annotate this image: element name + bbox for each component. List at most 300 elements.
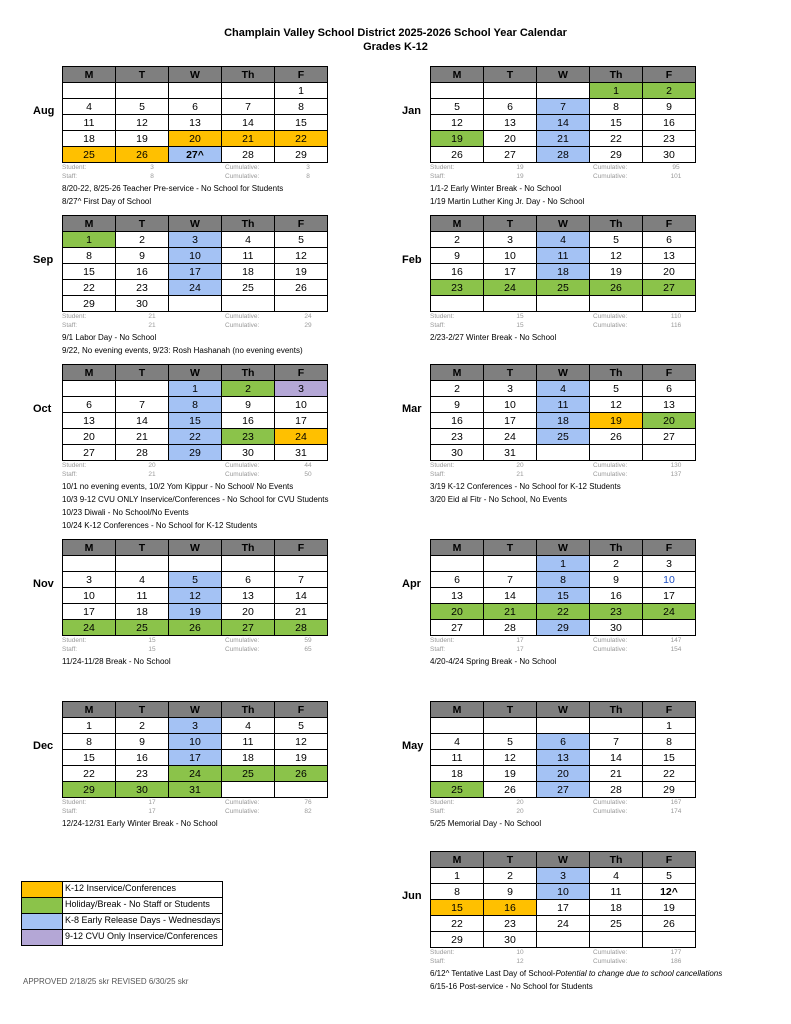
day-cell: 24 <box>275 429 328 445</box>
student-days: 17 <box>148 799 156 806</box>
day-cell: 7 <box>590 734 643 750</box>
week-row <box>63 131 328 147</box>
student-cumulative: 167 <box>670 799 682 806</box>
day-cell: 2 <box>643 83 696 99</box>
day-cell: 24 <box>484 429 537 445</box>
student-label: Student: <box>430 164 455 171</box>
staff-label: Staff: <box>430 958 446 965</box>
staff-days: 15 <box>148 646 156 653</box>
staff-days: 21 <box>148 471 156 478</box>
student-cumulative: 147 <box>670 637 682 644</box>
day-cell: 3 <box>275 381 328 397</box>
day-cell: 9 <box>484 884 537 900</box>
weekday-header: M <box>431 67 484 83</box>
day-cell: 22 <box>275 131 328 147</box>
month-stats-mar <box>430 462 696 480</box>
note-line: 3/19 K-12 Conferences - No School for K-12 Students <box>430 482 621 491</box>
student-cumulative: 24 <box>304 313 312 320</box>
weekday-header: W <box>537 365 590 381</box>
weekday-header: W <box>537 852 590 868</box>
weekday-header: Th <box>590 365 643 381</box>
month-notes-sep <box>62 331 303 357</box>
student-cumulative: 110 <box>670 313 682 320</box>
week-row <box>431 99 696 115</box>
day-cell <box>590 296 643 312</box>
week-row <box>63 280 328 296</box>
staff-days: 15 <box>516 322 524 329</box>
month-notes-dec <box>62 817 218 830</box>
day-cell: 15 <box>63 264 116 280</box>
note-line: 9/1 Labor Day - No School <box>62 333 157 342</box>
day-cell: 22 <box>590 131 643 147</box>
day-cell: 5 <box>431 99 484 115</box>
student-days: 20 <box>516 462 524 469</box>
legend-swatch <box>22 898 63 913</box>
weekday-header: T <box>116 702 169 718</box>
week-row <box>431 296 696 312</box>
day-cell: 30 <box>116 782 169 798</box>
month-notes-apr <box>430 655 556 668</box>
day-cell: 15 <box>590 115 643 131</box>
week-row <box>431 280 696 296</box>
day-cell: 1 <box>169 381 222 397</box>
day-cell: 7 <box>537 99 590 115</box>
weekday-header: W <box>169 216 222 232</box>
day-cell: 29 <box>63 782 116 798</box>
weekday-header: W <box>169 540 222 556</box>
weekday-header: M <box>63 540 116 556</box>
week-row <box>63 296 328 312</box>
student-days: 3 <box>150 164 154 171</box>
day-cell: 18 <box>537 264 590 280</box>
day-cell: 25 <box>63 147 116 163</box>
staff-label: Staff: <box>430 322 446 329</box>
day-cell: 3 <box>537 868 590 884</box>
staff-days: 21 <box>516 471 524 478</box>
day-cell: 8 <box>431 884 484 900</box>
cumulative-label: Cumulative: <box>593 471 628 478</box>
day-cell: 18 <box>116 604 169 620</box>
month-label-apr: Apr <box>402 578 421 590</box>
student-cumulative: 44 <box>304 462 312 469</box>
day-cell: 26 <box>484 782 537 798</box>
day-cell: 10 <box>169 248 222 264</box>
week-row <box>431 588 696 604</box>
day-cell: 20 <box>222 604 275 620</box>
legend <box>21 881 223 946</box>
day-cell: 16 <box>643 115 696 131</box>
student-label: Student: <box>62 799 87 806</box>
weekday-header: M <box>63 67 116 83</box>
day-cell: 31 <box>275 445 328 461</box>
day-cell: 27 <box>63 445 116 461</box>
cumulative-label: Cumulative: <box>593 646 628 653</box>
week-row <box>431 916 696 932</box>
day-cell <box>116 381 169 397</box>
day-cell: 14 <box>116 413 169 429</box>
day-cell: 7 <box>275 572 328 588</box>
month-table-mar <box>430 364 696 461</box>
day-cell: 19 <box>116 131 169 147</box>
week-row <box>63 397 328 413</box>
week-row <box>431 718 696 734</box>
day-cell <box>63 556 116 572</box>
cumulative-label: Cumulative: <box>593 173 628 180</box>
legend-item <box>21 881 223 898</box>
staff-cumulative: 174 <box>670 808 682 815</box>
day-cell: 21 <box>590 766 643 782</box>
day-cell: 13 <box>484 115 537 131</box>
weekday-header: F <box>275 216 328 232</box>
month-label-sep: Sep <box>33 254 54 266</box>
staff-label: Staff: <box>430 173 446 180</box>
day-cell: 14 <box>275 588 328 604</box>
cumulative-label: Cumulative: <box>225 637 260 644</box>
student-label: Student: <box>430 462 455 469</box>
day-cell: 15 <box>169 413 222 429</box>
day-cell: 27 <box>484 147 537 163</box>
day-cell: 18 <box>431 766 484 782</box>
weekday-header: W <box>169 702 222 718</box>
student-days: 21 <box>148 313 156 320</box>
week-row <box>63 766 328 782</box>
week-row <box>431 604 696 620</box>
week-row <box>431 131 696 147</box>
day-cell <box>484 83 537 99</box>
day-cell: 2 <box>484 868 537 884</box>
note-line: 6/15-16 Post-service - No School for Students <box>430 982 593 991</box>
day-cell: 8 <box>643 734 696 750</box>
day-cell: 19 <box>431 131 484 147</box>
student-days: 15 <box>148 637 156 644</box>
day-cell: 18 <box>63 131 116 147</box>
weekday-header: T <box>484 365 537 381</box>
staff-days: 17 <box>148 808 156 815</box>
day-cell: 23 <box>590 604 643 620</box>
legend-swatch <box>22 914 63 929</box>
note-line: 10/1 no evening events, 10/2 Yom Kippur - No School/ No Events <box>62 482 294 491</box>
day-cell: 19 <box>590 264 643 280</box>
day-cell <box>590 445 643 461</box>
week-row <box>63 99 328 115</box>
day-cell: 3 <box>169 718 222 734</box>
day-cell: 22 <box>63 280 116 296</box>
week-row <box>431 932 696 948</box>
note-line: 10/24 K-12 Conferences - No School for K-12 Students <box>62 521 258 530</box>
weekday-header: Th <box>222 216 275 232</box>
day-cell: 25 <box>222 280 275 296</box>
day-cell: 13 <box>537 750 590 766</box>
day-cell: 19 <box>484 766 537 782</box>
day-cell: 9 <box>431 248 484 264</box>
day-cell: 30 <box>431 445 484 461</box>
day-cell: 14 <box>484 588 537 604</box>
day-cell <box>537 718 590 734</box>
month-notes-jan <box>430 182 584 208</box>
week-row <box>431 750 696 766</box>
legend-label: K-12 Inservice/Conferences <box>65 883 177 893</box>
day-cell: 21 <box>275 604 328 620</box>
weekday-header: W <box>537 702 590 718</box>
day-cell <box>484 718 537 734</box>
day-cell <box>275 782 328 798</box>
month-table-jan <box>430 66 696 163</box>
weekday-header: T <box>116 216 169 232</box>
week-row <box>431 429 696 445</box>
day-cell: 31 <box>169 782 222 798</box>
student-days: 20 <box>516 799 524 806</box>
day-cell: 20 <box>63 429 116 445</box>
day-cell: 3 <box>643 556 696 572</box>
month-stats-sep <box>62 313 328 331</box>
day-cell: 6 <box>537 734 590 750</box>
student-days: 17 <box>516 637 524 644</box>
week-row <box>431 397 696 413</box>
day-cell: 24 <box>537 916 590 932</box>
day-cell: 3 <box>169 232 222 248</box>
day-cell <box>643 620 696 636</box>
staff-days: 21 <box>148 322 156 329</box>
day-cell: 6 <box>431 572 484 588</box>
day-cell <box>643 445 696 461</box>
day-cell: 19 <box>590 413 643 429</box>
day-cell: 25 <box>431 782 484 798</box>
day-cell: 16 <box>222 413 275 429</box>
day-cell: 16 <box>116 750 169 766</box>
day-cell: 23 <box>116 766 169 782</box>
note-line: 12/24-12/31 Early Winter Break - No School <box>62 819 218 828</box>
day-cell: 5 <box>116 99 169 115</box>
student-label: Student: <box>62 637 87 644</box>
cumulative-label: Cumulative: <box>225 471 260 478</box>
day-cell: 19 <box>275 264 328 280</box>
cumulative-label: Cumulative: <box>225 313 260 320</box>
day-cell: 11 <box>63 115 116 131</box>
cumulative-label: Cumulative: <box>593 164 628 171</box>
day-cell <box>275 296 328 312</box>
weekday-header: Th <box>222 540 275 556</box>
week-row <box>63 232 328 248</box>
day-cell: 9 <box>222 397 275 413</box>
day-cell: 26 <box>590 280 643 296</box>
weekday-header: M <box>63 702 116 718</box>
day-cell <box>63 83 116 99</box>
day-cell: 16 <box>431 264 484 280</box>
day-cell: 12 <box>169 588 222 604</box>
day-cell: 5 <box>484 734 537 750</box>
day-cell: 6 <box>222 572 275 588</box>
day-cell: 27 <box>643 280 696 296</box>
day-cell: 26 <box>431 147 484 163</box>
day-cell: 2 <box>222 381 275 397</box>
day-cell: 26 <box>590 429 643 445</box>
staff-cumulative: 137 <box>670 471 682 478</box>
day-cell: 8 <box>63 248 116 264</box>
day-cell: 4 <box>222 232 275 248</box>
day-cell: 7 <box>222 99 275 115</box>
student-cumulative: 95 <box>672 164 680 171</box>
weekday-header: Th <box>590 216 643 232</box>
day-cell: 2 <box>431 381 484 397</box>
weekday-header: T <box>484 540 537 556</box>
day-cell: 22 <box>537 604 590 620</box>
day-cell <box>431 83 484 99</box>
week-row <box>63 115 328 131</box>
day-cell: 30 <box>484 932 537 948</box>
note-line: 6/12^ Tentative Last Day of School-Potential to change due to school cancellations <box>430 969 723 978</box>
day-cell <box>537 932 590 948</box>
day-cell: 7 <box>484 572 537 588</box>
day-cell: 4 <box>537 381 590 397</box>
day-cell: 23 <box>222 429 275 445</box>
day-cell: 1 <box>643 718 696 734</box>
day-cell: 12 <box>484 750 537 766</box>
month-table-aug <box>62 66 328 163</box>
month-stats-apr <box>430 637 696 655</box>
week-row <box>63 556 328 572</box>
day-cell: 11 <box>590 884 643 900</box>
legend-item <box>21 930 223 946</box>
legend-label: 9-12 CVU Only Inservice/Conferences <box>65 931 218 941</box>
weekday-header: T <box>116 365 169 381</box>
day-cell: 19 <box>169 604 222 620</box>
weekday-header: F <box>643 852 696 868</box>
day-cell: 8 <box>63 734 116 750</box>
legend-label: K-8 Early Release Days - Wednesdays <box>65 915 221 925</box>
day-cell: 17 <box>484 413 537 429</box>
note-line: 10/23 Diwali - No School/No Events <box>62 508 189 517</box>
day-cell: 26 <box>116 147 169 163</box>
day-cell: 20 <box>537 766 590 782</box>
day-cell <box>116 83 169 99</box>
week-row <box>63 782 328 798</box>
day-cell: 4 <box>537 232 590 248</box>
weekday-header: W <box>537 540 590 556</box>
week-row <box>63 588 328 604</box>
note-line: 8/27^ First Day of School <box>62 197 152 206</box>
student-label: Student: <box>430 637 455 644</box>
month-stats-dec <box>62 799 328 817</box>
legend-item <box>21 898 223 914</box>
day-cell <box>169 83 222 99</box>
day-cell: 1 <box>590 83 643 99</box>
page-subtitle: Grades K-12 <box>363 41 428 53</box>
month-notes-may <box>430 817 541 830</box>
day-cell: 4 <box>116 572 169 588</box>
day-cell: 8 <box>169 397 222 413</box>
day-cell: 16 <box>484 900 537 916</box>
day-cell <box>537 296 590 312</box>
day-cell: 31 <box>484 445 537 461</box>
weekday-header: Th <box>590 702 643 718</box>
day-cell: 1 <box>63 232 116 248</box>
staff-label: Staff: <box>430 646 446 653</box>
day-cell: 12 <box>275 248 328 264</box>
day-cell: 30 <box>590 620 643 636</box>
staff-label: Staff: <box>62 471 78 478</box>
day-cell <box>222 83 275 99</box>
cumulative-label: Cumulative: <box>593 949 628 956</box>
week-row <box>63 750 328 766</box>
day-cell: 11 <box>116 588 169 604</box>
day-cell: 25 <box>222 766 275 782</box>
week-row <box>431 264 696 280</box>
month-table-sep <box>62 215 328 312</box>
week-row <box>431 115 696 131</box>
day-cell: 3 <box>484 381 537 397</box>
month-table-nov <box>62 539 328 636</box>
day-cell: 20 <box>484 131 537 147</box>
weekday-header: F <box>643 540 696 556</box>
day-cell: 10 <box>484 397 537 413</box>
day-cell: 2 <box>431 232 484 248</box>
weekday-header: T <box>484 67 537 83</box>
note-line: 1/19 Martin Luther King Jr. Day - No School <box>430 197 585 206</box>
cumulative-label: Cumulative: <box>593 322 628 329</box>
day-cell: 8 <box>590 99 643 115</box>
day-cell: 5 <box>275 718 328 734</box>
note-line: 1/1-2 Early Winter Break - No School <box>430 184 562 193</box>
staff-cumulative: 65 <box>304 646 312 653</box>
month-label-mar: Mar <box>402 403 422 415</box>
weekday-header: F <box>643 702 696 718</box>
week-row <box>63 83 328 99</box>
weekday-header: W <box>537 67 590 83</box>
day-cell <box>431 296 484 312</box>
day-cell: 9 <box>116 248 169 264</box>
day-cell: 23 <box>116 280 169 296</box>
cumulative-label: Cumulative: <box>225 646 260 653</box>
day-cell: 23 <box>484 916 537 932</box>
weekday-header: T <box>484 852 537 868</box>
month-label-jun: Jun <box>402 890 422 902</box>
day-cell: 17 <box>169 264 222 280</box>
day-cell: 2 <box>116 718 169 734</box>
day-cell: 18 <box>222 750 275 766</box>
weekday-header: M <box>431 540 484 556</box>
weekday-header: M <box>431 216 484 232</box>
day-cell: 14 <box>590 750 643 766</box>
staff-cumulative: 116 <box>670 322 682 329</box>
day-cell: 11 <box>222 248 275 264</box>
week-row <box>63 248 328 264</box>
cumulative-label: Cumulative: <box>593 637 628 644</box>
day-cell: 17 <box>537 900 590 916</box>
day-cell: 20 <box>643 413 696 429</box>
day-cell: 10 <box>63 588 116 604</box>
day-cell: 14 <box>537 115 590 131</box>
weekday-header: M <box>431 365 484 381</box>
month-label-may: May <box>402 740 424 752</box>
day-cell: 29 <box>63 296 116 312</box>
day-cell: 28 <box>590 782 643 798</box>
approval-note: APPROVED 2/18/25 skr REVISED 6/30/25 skr <box>23 977 189 986</box>
day-cell: 27 <box>537 782 590 798</box>
week-row <box>63 572 328 588</box>
day-cell <box>537 445 590 461</box>
staff-cumulative: 29 <box>304 322 312 329</box>
day-cell <box>431 718 484 734</box>
day-cell: 15 <box>537 588 590 604</box>
note-line: 10/3 9-12 CVU ONLY Inservice/Conferences - No School for CVU Students <box>62 495 329 504</box>
day-cell <box>222 296 275 312</box>
day-cell: 22 <box>63 766 116 782</box>
day-cell: 26 <box>275 280 328 296</box>
day-cell: 9 <box>590 572 643 588</box>
day-cell: 21 <box>116 429 169 445</box>
weekday-header: Th <box>590 540 643 556</box>
day-cell <box>590 932 643 948</box>
